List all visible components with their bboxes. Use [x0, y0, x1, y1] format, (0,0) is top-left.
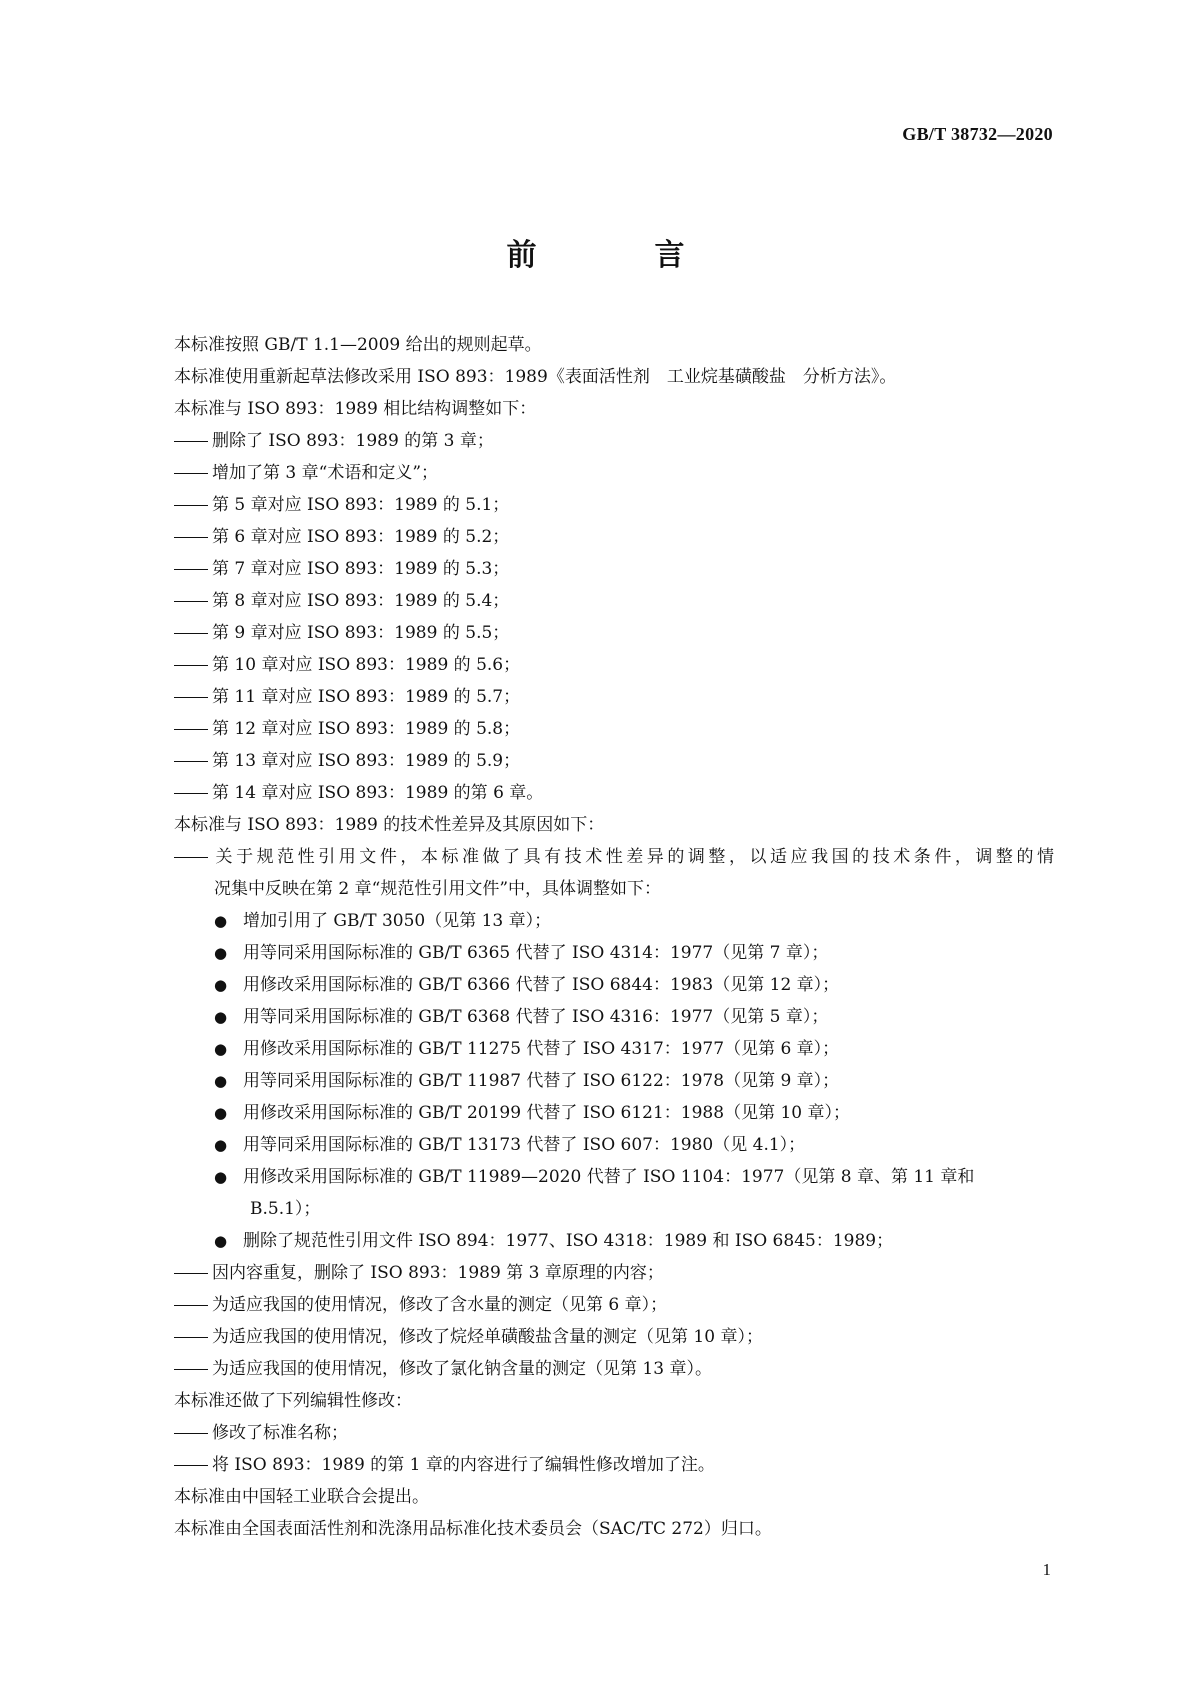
dash-icon [174, 425, 212, 457]
bullet-item-continuation: B.5.1）； [250, 1199, 321, 1219]
dash-item: 因内容重复，删除了 ISO 893：1989 第 3 章原理的内容； [174, 1257, 1054, 1289]
dash-icon [174, 1417, 212, 1449]
bullet-item: ● 用修改采用国际标准的 GB/T 6366 代替了 ISO 6844：1983（见第 12 章）； [174, 969, 1054, 1001]
dash-icon [174, 713, 212, 745]
bullet-icon: ● [214, 1072, 228, 1090]
page-number: 1 [1042, 1560, 1051, 1579]
dash-item: 第 6 章对应 ISO 893：1989 的 5.2； [174, 521, 1054, 553]
dash-item-continuation: 况集中反映在第 2 章“规范性引用文件”中，具体调整如下： [214, 879, 662, 899]
bullet-item: ● 增加引用了 GB/T 3050（见第 13 章）； [174, 905, 1054, 937]
dash-item: 关于规范性引用文件，本标准做了具有技术性差异的调整，以适应我国的技术条件，调整的情 [174, 841, 1054, 873]
dash-icon [174, 585, 212, 617]
bullet-icon: ● [214, 944, 228, 962]
bullet-item: ● 用修改采用国际标准的 GB/T 11989—2020 代替了 ISO 1104：1977（见第 8 章、第 11 章和 [174, 1161, 1054, 1193]
foreword-body [174, 329, 1054, 1545]
bullet-icon: ● [214, 1168, 228, 1186]
dash-item: 将 ISO 893：1989 的第 1 章的内容进行了编辑性修改增加了注。 [174, 1449, 1054, 1481]
page-title: 前 言 [506, 238, 729, 273]
dash-item: 第 5 章对应 ISO 893：1989 的 5.1； [174, 489, 1054, 521]
bullet-icon: ● [214, 1104, 228, 1122]
paragraph: 本标准按照 GB/T 1.1—2009 给出的规则起草。 [174, 335, 542, 355]
dash-item: 增加了第 3 章“术语和定义”； [174, 457, 1054, 489]
paragraph: 本标准与 ISO 893：1989 的技术性差异及其原因如下： [174, 815, 605, 835]
dash-icon [174, 521, 212, 553]
dash-icon [174, 777, 212, 809]
dash-icon [174, 1289, 212, 1321]
paragraph: 本标准由中国轻工业联合会提出。 [174, 1487, 429, 1507]
bullet-item: ● 用等同采用国际标准的 GB/T 13173 代替了 ISO 607：1980（见 4.1）； [174, 1129, 1054, 1161]
dash-item: 为适应我国的使用情况，修改了氯化钠含量的测定（见第 13 章）。 [174, 1353, 1054, 1385]
bullet-item: ● 用等同采用国际标准的 GB/T 11987 代替了 ISO 6122：1978（见第 9 章）； [174, 1065, 1054, 1097]
dash-icon [174, 745, 212, 777]
dash-icon [174, 489, 212, 521]
bullet-item: ● 用修改采用国际标准的 GB/T 20199 代替了 ISO 6121：1988（见第 10 章）； [174, 1097, 1054, 1129]
dash-item: 第 14 章对应 ISO 893：1989 的第 6 章。 [174, 777, 1054, 809]
dash-item: 修改了标准名称； [174, 1417, 1054, 1449]
dash-icon [174, 649, 212, 681]
dash-icon [174, 457, 212, 489]
dash-item: 删除了 ISO 893：1989 的第 3 章； [174, 425, 1054, 457]
bullet-item: ● 删除了规范性引用文件 ISO 894：1977、ISO 4318：1989 和 ISO 6845：1989； [174, 1225, 1054, 1257]
bullet-icon: ● [214, 1136, 228, 1154]
dash-item: 为适应我国的使用情况，修改了烷烃单磺酸盐含量的测定（见第 10 章）； [174, 1321, 1054, 1353]
dash-item: 为适应我国的使用情况，修改了含水量的测定（见第 6 章）； [174, 1289, 1054, 1321]
dash-icon [174, 1257, 212, 1289]
dash-item: 第 12 章对应 ISO 893：1989 的 5.8； [174, 713, 1054, 745]
bullet-icon: ● [214, 1008, 228, 1026]
dash-item: 第 8 章对应 ISO 893：1989 的 5.4； [174, 585, 1054, 617]
dash-item: 第 11 章对应 ISO 893：1989 的 5.7； [174, 681, 1054, 713]
dash-icon [174, 681, 212, 713]
paragraph: 本标准还做了下列编辑性修改： [174, 1391, 412, 1411]
dash-icon [174, 1449, 212, 1481]
dash-item: 第 13 章对应 ISO 893：1989 的 5.9； [174, 745, 1054, 777]
bullet-item: ● 用等同采用国际标准的 GB/T 6368 代替了 ISO 4316：1977（见第 5 章）； [174, 1001, 1054, 1033]
bullet-icon: ● [214, 1040, 228, 1058]
dash-item: 第 7 章对应 ISO 893：1989 的 5.3； [174, 553, 1054, 585]
paragraph: 本标准使用重新起草法修改采用 ISO 893：1989《表面活性剂 工业烷基磺酸盐 分析方法》。 [174, 367, 897, 387]
bullet-icon: ● [214, 976, 228, 994]
dash-icon [174, 1321, 212, 1353]
paragraph: 本标准由全国表面活性剂和洗涤用品标准化技术委员会（SAC/TC 272）归口。 [174, 1519, 772, 1539]
bullet-item: ● 用等同采用国际标准的 GB/T 6365 代替了 ISO 4314：1977（见第 7 章）； [174, 937, 1054, 969]
paragraph: 本标准与 ISO 893：1989 相比结构调整如下： [174, 399, 537, 419]
dash-item: 第 9 章对应 ISO 893：1989 的 5.5； [174, 617, 1054, 649]
dash-item: 第 10 章对应 ISO 893：1989 的 5.6； [174, 649, 1054, 681]
dash-icon [174, 841, 212, 873]
dash-icon [174, 1353, 212, 1385]
standard-code: GB/T 38732—2020 [902, 124, 1053, 144]
dash-icon [174, 553, 212, 585]
bullet-item: ● 用修改采用国际标准的 GB/T 11275 代替了 ISO 4317：1977（见第 6 章）； [174, 1033, 1054, 1065]
dash-icon [174, 617, 212, 649]
bullet-icon: ● [214, 912, 228, 930]
bullet-icon: ● [214, 1232, 228, 1250]
